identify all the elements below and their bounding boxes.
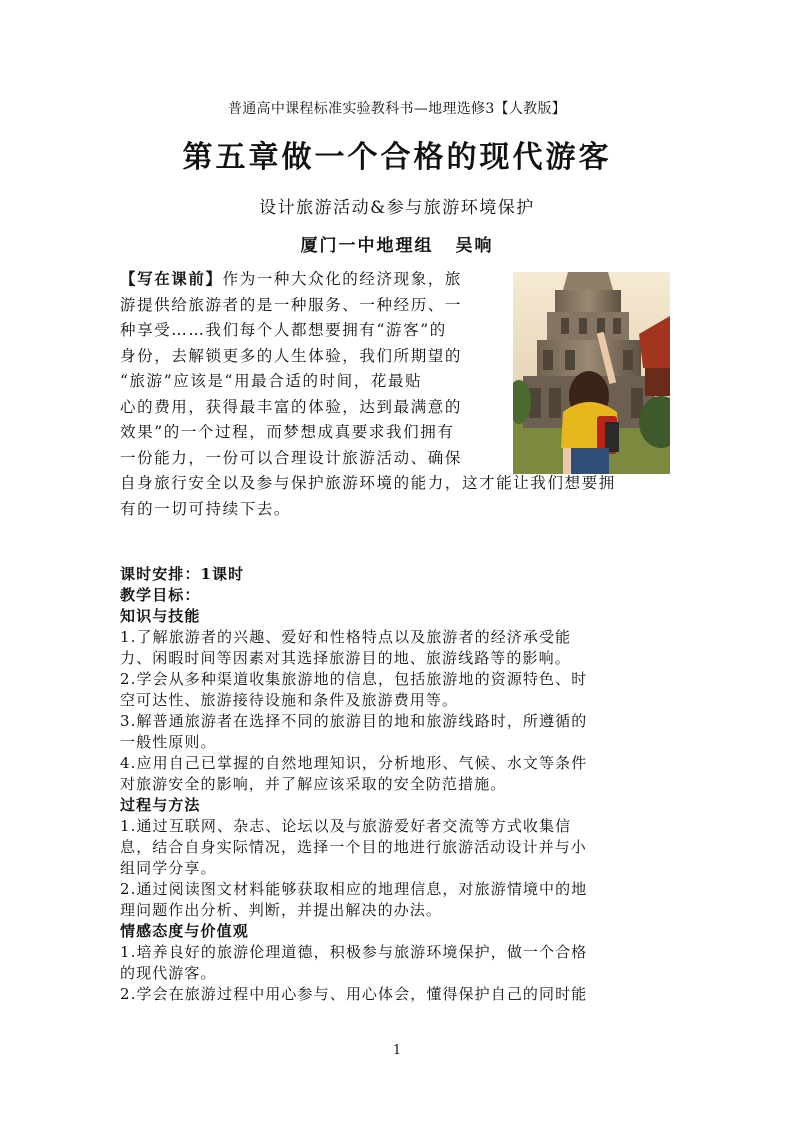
author-line <box>0 231 794 256</box>
schedule-line: 课时安排：1课时 <box>120 565 245 583</box>
knowledge-line: 对旅游安全的影响，并了解应该采取的安全防范措施。 <box>120 775 507 793</box>
author-name: 吴响 <box>455 236 494 256</box>
emotion-line: 1.培养良好的旅游伦理道德，积极参与旅游环境保护，做一个合格 <box>120 943 588 961</box>
knowledge-line: 空可达性、旅游接待设施和条件及旅游费用等。 <box>120 691 459 709</box>
process-heading: 过程与方法 <box>120 796 201 814</box>
intro-line: 自身旅行安全以及参与保护旅游环境的能力，这才能让我们想要拥 <box>120 474 616 492</box>
lesson-subtitle: 设计旅游活动&参与旅游环境保护 <box>259 198 535 218</box>
knowledge-line: 2.学会从多种渠道收集旅游地的信息，包括旅游地的资源特色、时 <box>120 670 588 688</box>
intro-line: 游提供给旅游者的是一种服务、一种经历、一 <box>120 295 463 314</box>
knowledge-line: 一般性原则。 <box>120 733 217 751</box>
travel-photo <box>513 272 670 474</box>
process-line: 1.通过互联网、杂志、论坛以及与旅游爱好者交流等方式收集信 <box>120 817 572 835</box>
page-number: 1 <box>392 1043 402 1058</box>
intro-line: 身份，去解锁更多的人生体验，我们所期望的 <box>120 346 463 365</box>
process-line: 2.通过阅读图文材料能够获取相应的地理信息，对旅游情境中的地 <box>120 880 588 898</box>
process-line: 组同学分享。 <box>120 859 217 877</box>
emotion-line: 的现代游客。 <box>120 964 217 982</box>
intro-line: 一份能力，一份可以合理设计旅游活动、确保 <box>120 448 463 467</box>
intro-line: 心的费用，获得最丰富的体验，达到最满意的 <box>120 397 463 416</box>
knowledge-line: 力、闲暇时间等因素对其选择旅游目的地、旅游线路等的影响。 <box>120 649 571 667</box>
author-school: 厦门一中地理组 <box>300 236 434 256</box>
knowledge-line: 1.了解旅游者的兴趣、爱好和性格特点以及旅游者的经济承受能 <box>120 628 572 646</box>
process-line: 息，结合自身实际情况，选择一个目的地进行旅游活动设计并与小 <box>120 838 587 856</box>
emotion-line: 2.学会在旅游过程中用心参与、用心体会，懂得保护自己的同时能 <box>120 985 588 1003</box>
intro-line: 【写在课前】作为一种大众化的经济现象，旅 <box>120 269 463 288</box>
running-header: 普通高中课程标准实验教科书—地理选修3【人教版】 <box>227 101 567 117</box>
process-line: 理问题作出分析、判断，并提出解决的办法。 <box>120 901 443 919</box>
emotion-heading: 情感态度与价值观 <box>120 922 249 940</box>
travel-photo-illustration <box>513 272 670 474</box>
chapter-title: 第五章做一个合格的现代游客 <box>182 140 612 175</box>
intro-line: 效果”的一个过程，而梦想成真要求我们拥有 <box>120 423 455 441</box>
goals-heading: 教学目标： <box>120 586 201 604</box>
knowledge-line: 3.解普通旅游者在选择不同的旅游目的地和旅游线路时，所遵循的 <box>120 712 588 730</box>
knowledge-heading: 知识与技能 <box>120 607 201 625</box>
lesson-plan <box>120 564 672 1005</box>
intro-line: 种享受……我们每个人都想要拥有“游客”的 <box>120 321 447 339</box>
intro-line: “旅游”应该是“用最合适的时间，花最贴 <box>120 372 423 390</box>
knowledge-line: 4.应用自己已掌握的自然地理知识，分析地形、气候、水文等条件 <box>120 754 588 772</box>
intro-marker: 【写在课前】 <box>120 269 223 288</box>
intro-line: 有的一切可持续下去。 <box>120 499 292 518</box>
